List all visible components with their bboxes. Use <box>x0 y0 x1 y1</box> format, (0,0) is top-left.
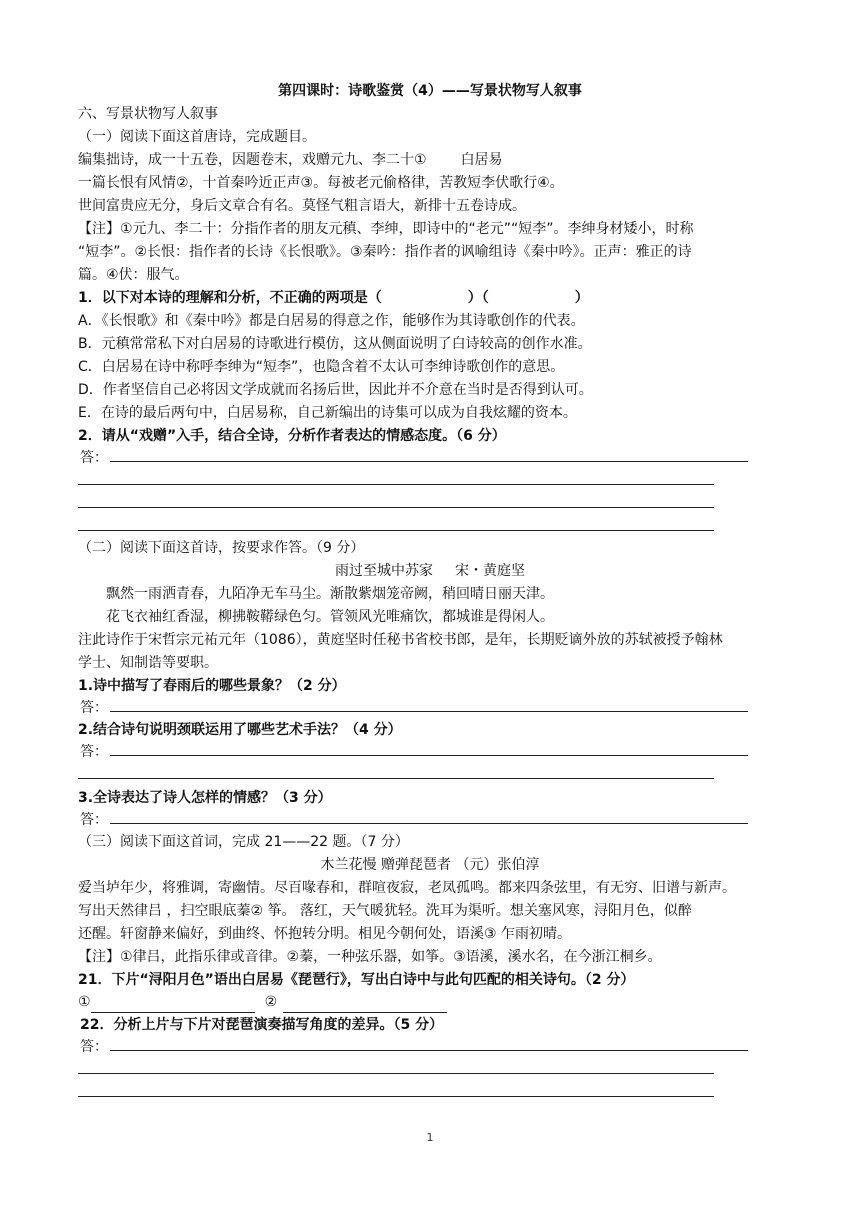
part2-question-3: 3.全诗表达了诗人怎样的情感？（3 分） <box>78 790 332 806</box>
page-number: 1 <box>426 1131 434 1144</box>
part2-note-line: 注此诗作于宋哲宗元祐元年（1086），黄庭坚时任秘书省校书郎，是年，长期贬谪外放的苏轼被授予翰林 <box>78 632 723 648</box>
part2-question-1: 1.诗中描写了春雨后的哪些景象？（2 分） <box>78 678 346 694</box>
part1-poem-line: 一篇长恨有风情②，十首秦吟近正声③。每被老元偷格律，苦教短李伏歌行④。 <box>78 175 564 191</box>
part1-poem-author: 白居易 <box>460 152 503 168</box>
question-text: ）（ <box>467 290 489 306</box>
part3-intro: （三）阅读下面这首词，完成 21——22 题。（7 分） <box>78 834 409 850</box>
part3-poem-line: 还醒。轩窗静来偏好，到曲终、怀抱转分明。相见今朝何处，语溪③ 乍雨初晴。 <box>78 926 571 942</box>
fill-in-blank[interactable] <box>91 996 255 1013</box>
part2-intro: （二）阅读下面这首诗，按要求作答。（9 分） <box>78 540 365 556</box>
part3-note-line: 【注】①律吕，此指乐律或音律。②蓁，一种弦乐器，如筝。③语溪，溪水名，在今浙江桐乡。 <box>78 949 662 965</box>
part3-question-22: 22．分析上片与下片对琵琶演奏描写角度的差异。（5 分） <box>80 1017 444 1033</box>
part2-poem-author: 宋・黄庭坚 <box>455 563 525 579</box>
part1-intro: （一）阅读下面这首唐诗，完成题目。 <box>78 129 316 145</box>
answer-line[interactable] <box>110 1050 748 1051</box>
part2-poem-heading <box>0 560 860 582</box>
part1-poem-line: 世间富贵应无分，身后文章合有名。莫怪气粗言语大，新排十五卷诗成。 <box>78 198 526 214</box>
part1-poem-title: 编集拙诗，成一十五卷，因题卷末，戏赠元九、李二十① <box>78 152 427 168</box>
answer-label: 答： <box>80 450 108 466</box>
answer-line[interactable] <box>78 1073 714 1074</box>
option-c: C．白居易在诗中称呼李绅为“短李”，也隐含着不太认可李绅诗歌创作的意思。 <box>78 359 565 375</box>
option-a: A．《长恨歌》和《秦中吟》都是白居易的得意之作，能够作为其诗歌创作的代表。 <box>78 313 585 329</box>
part2-poem-line: 花飞衣袖红香湿，柳拂鞍鞯绿色匀。管领风光唯痛饮，都城谁是得闲人。 <box>106 609 554 625</box>
section-heading: 六、写景状物写人叙事 <box>78 106 218 122</box>
answer-line[interactable] <box>78 1096 714 1097</box>
answer-label: 答： <box>80 812 108 828</box>
answer-line[interactable] <box>78 778 714 779</box>
answer-line[interactable] <box>110 755 748 756</box>
answer-line[interactable] <box>110 823 748 824</box>
part3-question-21: 21．下片“浔阳月色”语出白居易《琵琶行》，写出白诗中与此句匹配的相关诗句。（2 分） <box>78 972 635 988</box>
option-d: D．作者坚信自己必将因文学成就而名扬后世，因此并不介意在当时是否得到认可。 <box>78 382 593 398</box>
question-text: 1．以下对本诗的理解和分析，不正确的两项是（ <box>78 290 382 306</box>
question-text: ） <box>574 290 589 306</box>
part1-question-1 <box>78 287 790 309</box>
part2-question-2: 2.结合诗句说明颈联运用了哪些艺术手法？（4 分） <box>78 722 402 738</box>
answer-label: 答： <box>80 700 108 716</box>
part1-note-line: 篇。④伏：服气。 <box>78 267 189 283</box>
answer-line[interactable] <box>78 507 714 508</box>
part2-poem-title: 雨过至城中苏家 <box>335 563 433 579</box>
blank-marker: ② <box>264 994 278 1010</box>
fill-in-blank[interactable] <box>283 996 447 1013</box>
part1-note-line: “短李”。②长恨：指作者的长诗《长恨歌》。③秦吟：指作者的讽喻组诗《秦中吟》。正声：雅正的诗 <box>78 244 692 260</box>
answer-line[interactable] <box>78 484 714 485</box>
fill-in-blanks-row <box>78 991 790 1013</box>
answer-line[interactable] <box>78 530 714 531</box>
part1-poem-heading <box>78 149 790 171</box>
part1-question-2: 2．请从“戏赠”入手，结合全诗，分析作者表达的情感态度。（6 分） <box>78 428 506 444</box>
answer-line[interactable] <box>110 711 748 712</box>
part2-note-line: 学士、知制诰等要职。 <box>78 655 218 671</box>
option-b: B．元稹常常私下对白居易的诗歌进行模仿，这从侧面说明了白诗较高的创作水准。 <box>78 336 592 352</box>
part3-poem-line: 写出天然律吕 ，扫空眼底蓁② 筝。 落红，天气暖犹轻。洗耳为渠听。想关塞风寒，浔阳月色，似醉 <box>78 903 692 919</box>
part3-poem-title: 木兰花慢 赠弹琵琶者 （元）张伯淳 <box>320 857 540 873</box>
part2-poem-line: 飘然一雨洒青春，九陌净无车马尘。渐散紫烟笼帝阙，稍回晴日丽天津。 <box>106 586 554 602</box>
blank-marker: ① <box>78 994 91 1010</box>
part3-poem-line: 爱当垆年少，将雅调，寄幽情。尽百喙春和，群喧夜寂，老凤孤鸣。都来四条弦里，有无穷、旧谱与新声。 <box>78 880 736 896</box>
page-title: 第四课时：诗歌鉴赏（4）——写景状物写人叙事 <box>278 83 582 99</box>
part1-note-line: 【注】①元九、李二十：分指作者的朋友元稹、李绅，即诗中的“老元”“短李”。李绅身材矮小，时称 <box>78 221 694 237</box>
answer-line[interactable] <box>110 461 748 462</box>
answer-label: 答： <box>80 744 108 760</box>
option-e: E．在诗的最后两句中，白居易称，自己新编出的诗集可以成为自我炫耀的资本。 <box>78 405 577 421</box>
answer-label: 答： <box>80 1039 108 1055</box>
